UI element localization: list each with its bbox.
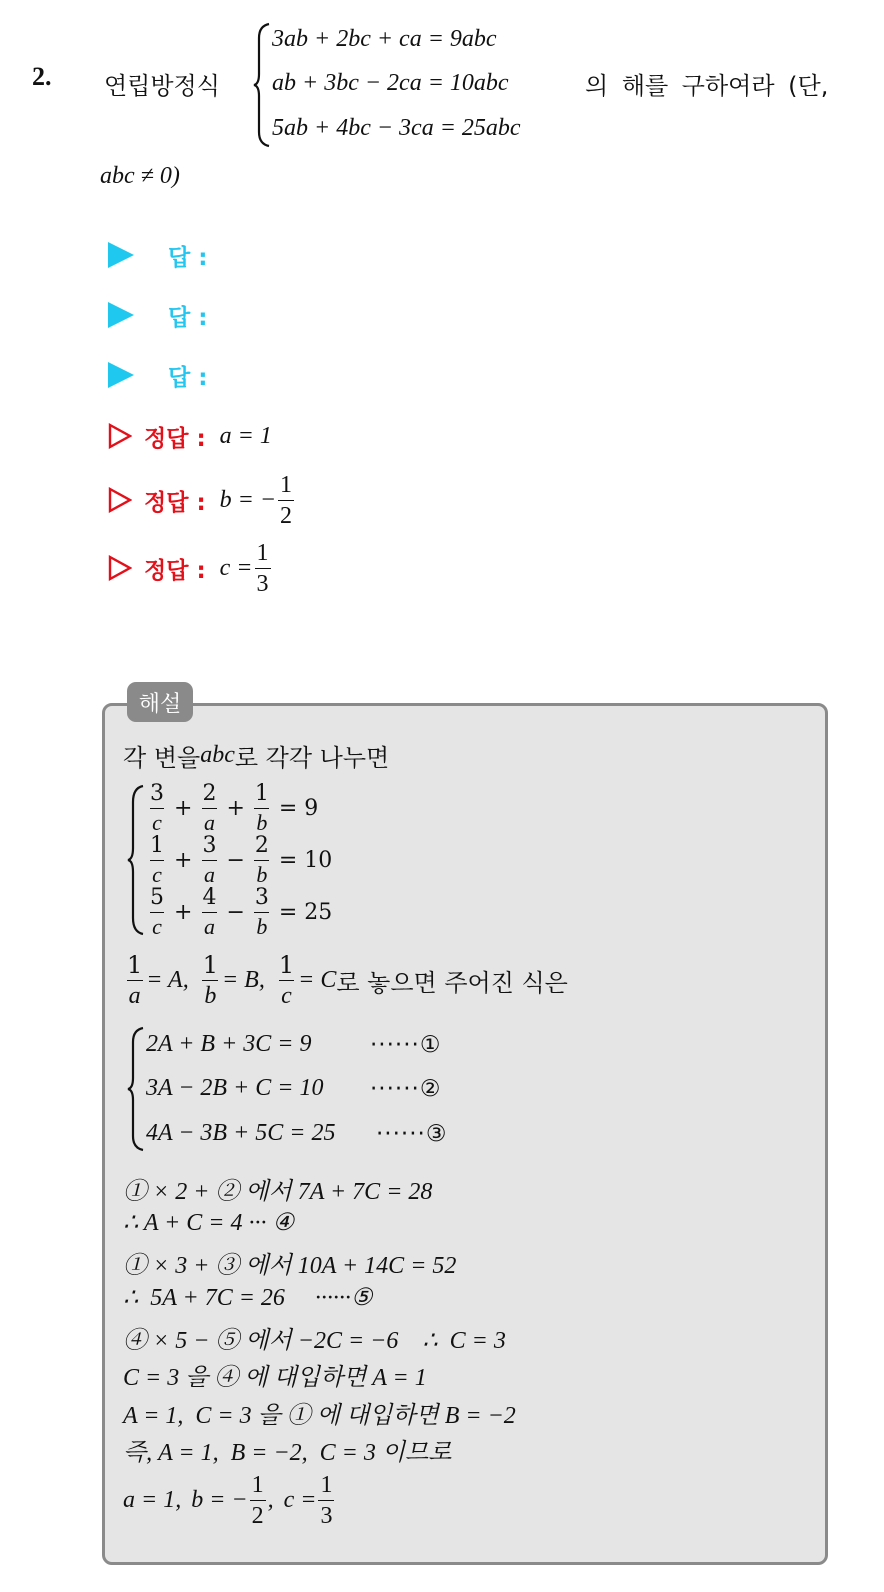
fraction-eq-1: $\frac{3}{c}$ + $\frac{2}{a}$ + $\frac{1}{b}$ = 9 — [150, 780, 319, 835]
fraction-eq-2: $\frac{1}{c}$ + $\frac{3}{a}$ − $\frac{2}{b}$ = 10 — [150, 832, 333, 887]
step-3: ① × 3 + ③ 에서 10A + 14C = 52 — [123, 1253, 457, 1279]
correct-answer-a — [108, 416, 272, 456]
step-2: ∴ A + C = 4 ··· ④ — [123, 1210, 294, 1236]
outline-triangle-icon — [108, 555, 132, 581]
answer-c-lhs: c = — [219, 554, 253, 581]
answer-label: 답 : — [168, 244, 208, 271]
substitution-line: $\frac{1}{a}$ = A, $\frac{1}{b}$ = B, $\frac{1}{c}$ = C 로 놓으면 주어진 식은 — [127, 951, 568, 1009]
play-icon — [108, 302, 134, 328]
answer-label: 답 : — [168, 304, 208, 331]
solution-tag: 해설 — [127, 682, 193, 722]
answer-c-den: 3 — [255, 568, 271, 596]
outline-triangle-icon — [108, 423, 132, 449]
correct-label: 정답 : — [144, 557, 206, 584]
step-5: ④ × 5 − ⑤ 에서 −2C = −6 ∴ C = 3 — [123, 1328, 506, 1354]
correct-label: 정답 : — [144, 425, 206, 452]
step-7: A = 1, C = 3 을 ① 에 대입하면 B = −2 — [123, 1403, 516, 1429]
problem-label: 연립방정식 — [104, 72, 220, 100]
system2-brace — [126, 1026, 146, 1152]
system2-eq-3: 4A − 3B + 5C = 25 ······③ — [146, 1120, 448, 1147]
system-brace — [252, 22, 272, 148]
step-8: 즉, A = 1, B = −2, C = 3 이므로 — [123, 1440, 452, 1466]
system2-eq-1: 2A + B + 3C = 9 ······① — [146, 1031, 442, 1058]
correct-answer-b — [108, 471, 296, 529]
answer-a-value: a = 1 — [219, 422, 272, 449]
answer-prompt-3 — [108, 355, 207, 395]
answer-b-lhs: b = − — [219, 486, 277, 513]
step-4: ∴ 5A + 7C = 26 ······⑤ — [123, 1285, 373, 1311]
system-eq-1: 3ab + 2bc + ca = 9abc — [272, 26, 497, 52]
final-answer: a = 1, b = − $\frac{1}{2}$ , c = $\frac{1}{3}$ — [123, 1472, 333, 1529]
answer-prompt-1 — [108, 235, 207, 275]
play-icon — [108, 242, 134, 268]
fraction-system-brace — [126, 784, 146, 936]
step-6: C = 3 을 ④ 에 대입하면 A = 1 — [123, 1365, 427, 1391]
answer-b-num: 1 — [280, 471, 293, 498]
fraction-eq-3: $\frac{5}{c}$ + $\frac{4}{a}$ − $\frac{3}{b}$ = 25 — [150, 884, 333, 939]
correct-answer-c — [108, 539, 273, 597]
outline-triangle-icon — [108, 487, 132, 513]
answer-prompt-2 — [108, 295, 207, 335]
answer-c-num: 1 — [256, 539, 269, 566]
system-eq-3: 5ab + 4bc − 3ca = 25abc — [272, 115, 521, 141]
system2-eq-2: 3A − 2B + C = 10 ······② — [146, 1075, 442, 1102]
correct-label: 정답 : — [144, 489, 206, 516]
problem-condition: abc ≠ 0) — [100, 163, 180, 189]
step-1: ① × 2 + ② 에서 7A + 7C = 28 — [123, 1179, 433, 1205]
play-icon — [108, 362, 134, 388]
answer-label: 답 : — [168, 364, 208, 391]
answer-b-den: 2 — [278, 500, 294, 528]
problem-tail: 의 해를 구하여라 (단, — [585, 72, 829, 100]
system-eq-2: ab + 3bc − 2ca = 10abc — [272, 70, 509, 96]
problem-number: 2. — [32, 62, 52, 91]
fraction-system — [146, 782, 338, 938]
solution-intro: 각 변을 abc 로 각각 나누면 — [123, 742, 390, 772]
